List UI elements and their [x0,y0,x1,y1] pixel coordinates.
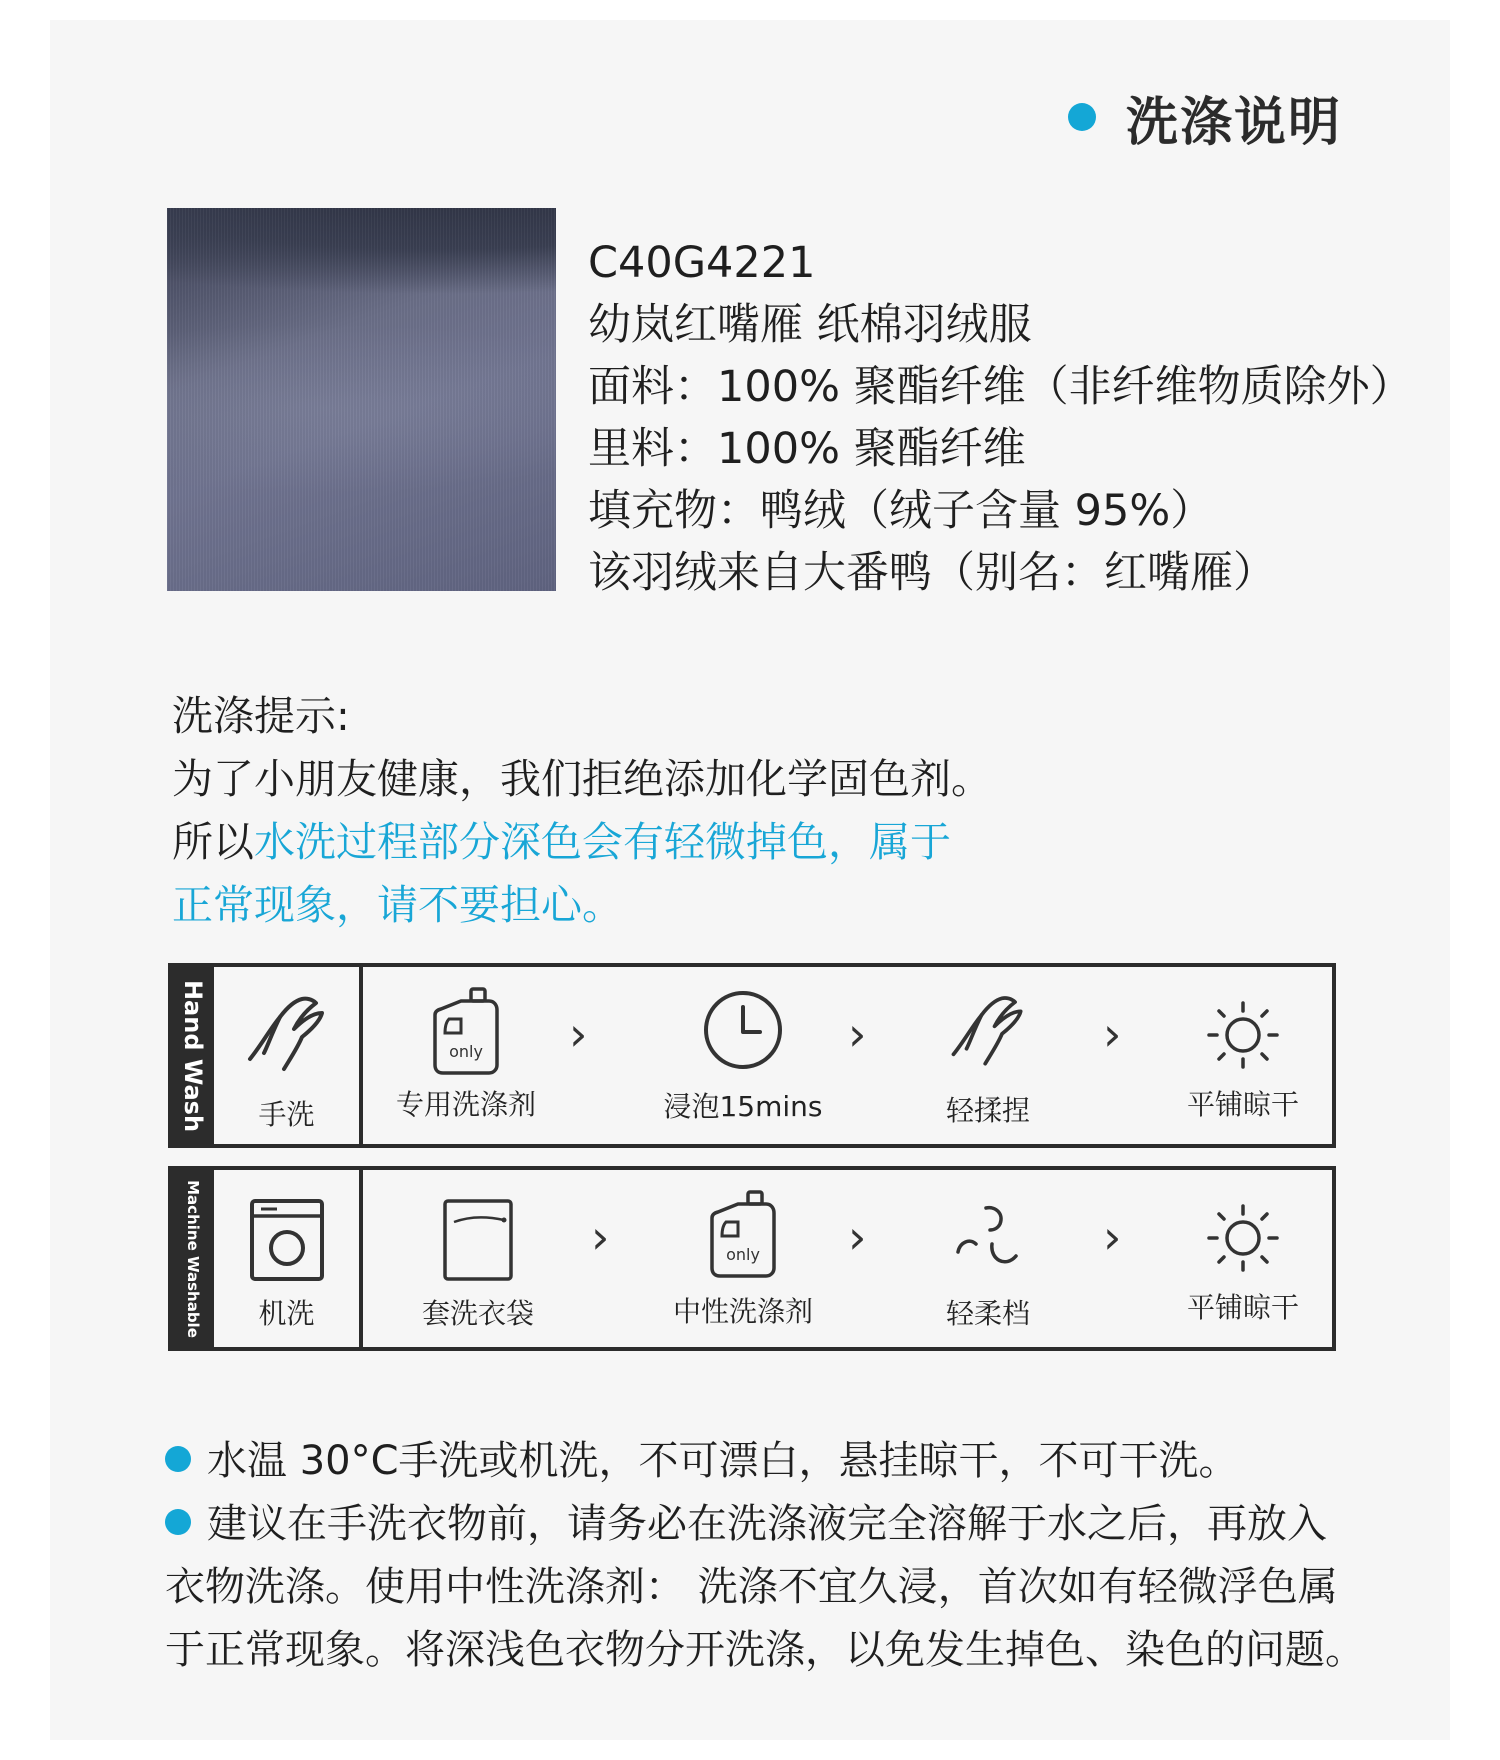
chevron-right-icon: › [1103,1007,1122,1061]
hand-step-knead [913,989,1063,1129]
detergent-only-icon [708,1188,778,1280]
hand-wash-steps [363,967,1332,1144]
hand-wash-main-label: 手洗 [258,1098,315,1131]
chevron-right-icon: › [591,1210,610,1264]
hand-step-detergent-label: 专用洗涤剂 [395,1088,536,1121]
hand-wash-main [214,989,359,1133]
note-2-text: 建议在手洗衣物前，请务必在洗涤液完全溶解于水之后，再放入 [207,1501,1327,1547]
section-title [1068,82,1342,152]
bullet-dot-icon [165,1446,191,1472]
note-1-text: 水温 30°C手洗或机洗，不可漂白，悬挂晾干，不可干洗。 [207,1438,1239,1484]
machine-step-dry-label: 平铺晾干 [1186,1291,1299,1324]
note-2 [165,1493,1415,1556]
machine-step-bag-label: 套洗衣袋 [421,1297,534,1330]
hand-step-dry-label: 平铺晾干 [1186,1088,1299,1121]
hand-step-dry [1153,1001,1333,1123]
bullet-dot-icon [165,1509,191,1535]
hand-knead-icon [946,989,1030,1073]
lining-composition: 里料：100% 聚酯纤维 [588,424,1026,474]
hand-wash-main-cell [214,967,363,1144]
tips-line-2-prefix: 所以 [172,818,254,866]
title-dot-icon [1068,103,1096,131]
section-title-text: 洗涤说明 [1126,92,1343,153]
machine-step-detergent [648,1188,838,1330]
chevron-right-icon: › [1103,1210,1122,1264]
machine-step-bag [393,1198,563,1332]
tips-line-2 [172,811,992,874]
filling-composition: 填充物：鸭绒（绒子含量 95%） [588,486,1214,536]
product-code: C40G4221 [588,238,816,288]
machine-wash-main [214,1198,359,1332]
hand-step-detergent [381,985,551,1123]
washing-tips [172,685,992,937]
hand-step-soak-label: 浸泡15mins [663,1090,823,1123]
note-1 [165,1430,1415,1493]
product-name: 幼岚红嘴雁 纸棉羽绒服 [588,300,1032,350]
fabric-swatch-image [167,208,556,591]
detergent-badge-text: only [449,1042,483,1061]
note-2-cont-2: 于正常现象。将深浅色衣物分开洗涤，以免发生掉色、染色的问题。 [165,1627,1365,1673]
tips-line-2-highlight: 水洗过程部分深色会有轻微掉色，属于 [254,818,951,866]
laundry-bag-icon [442,1198,514,1282]
machine-wash-steps [363,1170,1332,1347]
hand-wash-row [168,963,1336,1148]
note-2-cont-1: 衣物洗涤。使用中性洗涤剂： 洗涤不宜久浸，首次如有轻微浮色属 [165,1564,1338,1610]
hand-wash-side-label-text: Hand Wash [179,979,207,1132]
chevron-right-icon: › [569,1007,588,1061]
hand-step-knead-label: 轻揉捏 [945,1094,1030,1127]
machine-step-detergent-label: 中性洗涤剂 [672,1295,813,1328]
machine-step-gentle [913,1202,1063,1332]
detergent-only-icon [431,985,501,1077]
tips-heading: 洗涤提示: [172,692,350,740]
down-source: 该羽绒来自大番鸭（别名：红嘴雁） [588,548,1276,598]
machine-wash-row [168,1166,1336,1351]
hand-step-soak [648,989,838,1125]
hand-wash-side-label [172,967,214,1144]
clock-icon [702,989,784,1071]
care-notes [165,1430,1415,1682]
machine-step-gentle-label: 轻柔档 [945,1297,1030,1330]
chevron-right-icon: › [848,1210,867,1264]
detergent-badge-text: only [726,1245,760,1264]
tips-line-3: 正常现象，请不要担心。 [172,881,623,929]
machine-step-dry [1153,1204,1333,1326]
product-info [588,232,1413,604]
hand-wash-icon [242,989,332,1079]
machine-wash-main-label: 机洗 [258,1297,315,1330]
washing-machine-icon [249,1198,325,1282]
chevron-right-icon: › [848,1007,867,1061]
machine-wash-side-label-text: Machine Washable [184,1179,202,1338]
machine-wash-main-cell [214,1170,363,1347]
machine-wash-side-label [172,1170,214,1347]
sun-icon [1205,1001,1281,1069]
tips-line-1: 为了小朋友健康，我们拒绝添加化学固色剂。 [172,755,992,803]
gentle-cycle-icon [950,1202,1026,1276]
sun-icon [1205,1204,1281,1272]
fabric-composition: 面料：100% 聚酯纤维（非纤维物质除外） [588,362,1413,412]
